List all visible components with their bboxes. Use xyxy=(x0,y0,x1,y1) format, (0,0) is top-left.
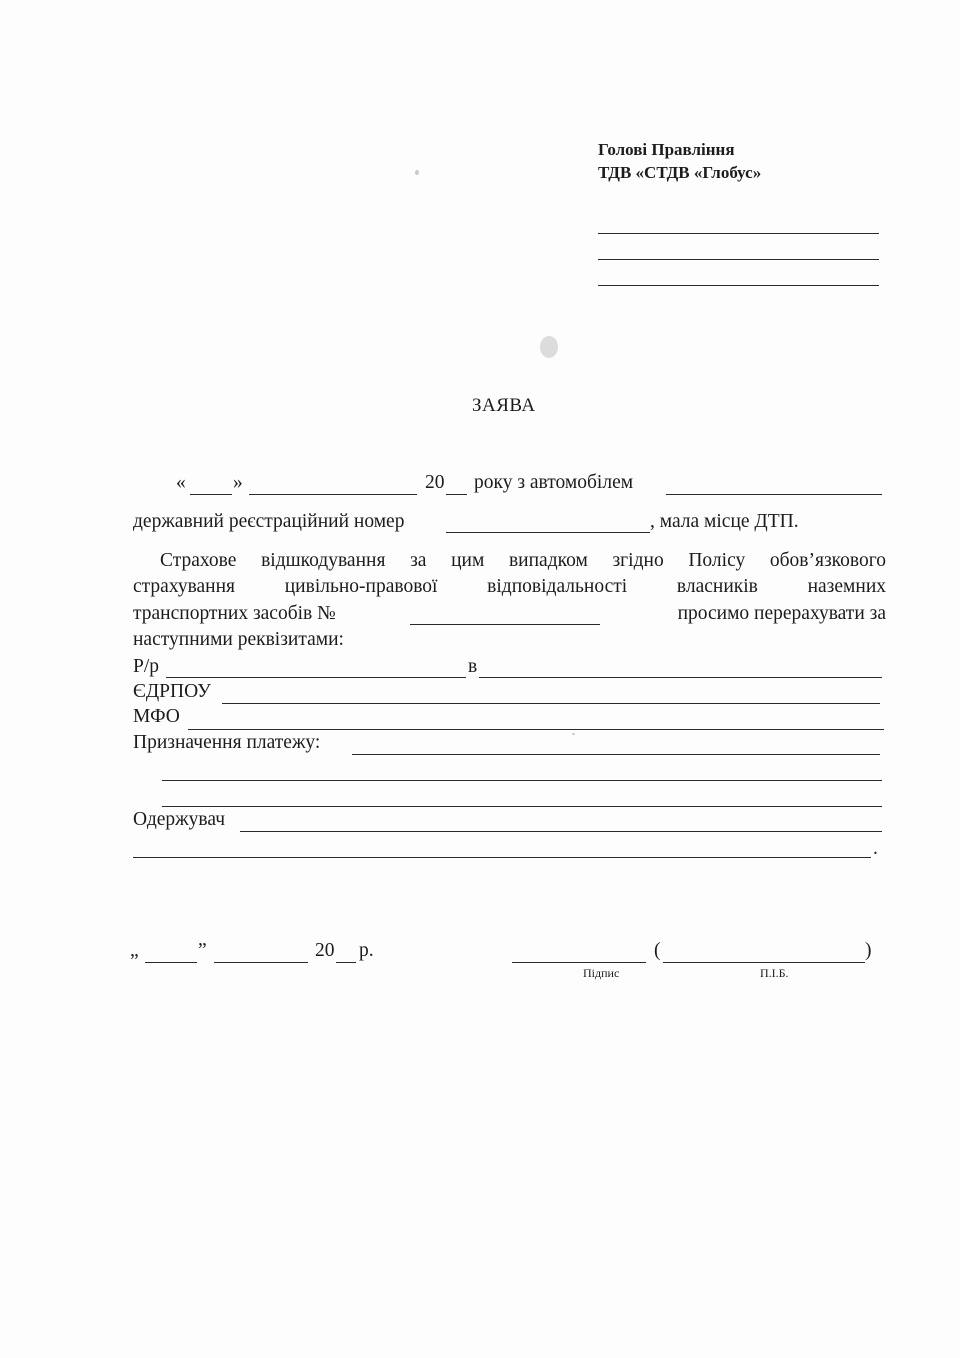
year-field[interactable] xyxy=(446,494,467,495)
edrpou-field[interactable] xyxy=(222,703,880,704)
account-field[interactable] xyxy=(166,677,466,678)
edrpou-label: ЄДРПОУ xyxy=(133,681,211,702)
footer-day-field[interactable] xyxy=(145,962,197,963)
year-suffix: року з автомобілем xyxy=(474,472,634,493)
scan-speck xyxy=(572,733,575,735)
purpose-field-1[interactable] xyxy=(352,754,880,755)
full-name-field[interactable] xyxy=(663,962,865,963)
mfo-label: МФО xyxy=(133,706,180,727)
recipient-label: Одержувач xyxy=(133,809,226,830)
month-field[interactable] xyxy=(249,494,417,495)
vehicle-field[interactable] xyxy=(666,494,882,495)
accident-text: , мала місце ДТП. xyxy=(650,511,799,532)
recipient-field-1[interactable] xyxy=(240,831,882,832)
account-label: Р/р xyxy=(133,656,160,677)
recipient-field-2[interactable] xyxy=(133,857,871,858)
signature-field[interactable] xyxy=(512,962,646,963)
footer-year-field[interactable] xyxy=(336,962,356,963)
footer-year-suffix: р. xyxy=(359,940,374,961)
day-field[interactable] xyxy=(190,494,232,495)
footer-month-field[interactable] xyxy=(214,962,308,963)
paragraph-line-3-left: транспортних засобів № xyxy=(133,603,336,624)
scan-speck xyxy=(540,336,558,358)
name-caption: П.І.Б. xyxy=(760,966,789,980)
date-open-quote: « xyxy=(176,472,186,493)
paren-open: ( xyxy=(654,940,661,961)
purpose-label: Призначення платежу: xyxy=(133,732,321,753)
paragraph-line-1: Страхове відшкодування за цим випадком згідно Полісу обов’язкового xyxy=(160,550,886,571)
paragraph-line-3-right: просимо перерахувати за xyxy=(677,603,886,624)
reg-number-label: державний реєстраційний номер xyxy=(133,511,405,532)
sender-line-3[interactable] xyxy=(598,285,879,286)
bank-field[interactable] xyxy=(479,677,882,678)
sender-line-2[interactable] xyxy=(598,259,879,260)
addressee-line-1: Голові Правління xyxy=(598,140,735,159)
document-title: ЗАЯВА xyxy=(472,395,536,416)
addressee-line-2: ТДВ «СТДВ «Глобус» xyxy=(598,163,762,182)
scan-speck xyxy=(415,170,419,175)
paragraph-line-2: страхування цивільно-правової відповідальності власників наземних xyxy=(133,576,886,597)
policy-number-field[interactable] xyxy=(410,624,600,625)
sender-line-1[interactable] xyxy=(598,233,879,234)
footer-date-close-quote: ” xyxy=(198,940,207,961)
footer-year-prefix: 20 xyxy=(315,940,335,961)
mfo-field[interactable] xyxy=(188,729,884,730)
purpose-field-3[interactable] xyxy=(162,806,882,807)
paragraph-line-4: наступними реквізитами: xyxy=(133,629,344,650)
signature-caption: Підпис xyxy=(583,966,620,980)
date-close-quote: » xyxy=(233,472,243,493)
end-period: . xyxy=(873,838,878,859)
purpose-field-2[interactable] xyxy=(162,780,882,781)
reg-number-field[interactable] xyxy=(446,532,650,533)
footer-date-open-quote: „ xyxy=(130,940,139,961)
bank-label: в xyxy=(468,656,478,677)
year-prefix: 20 xyxy=(425,472,445,493)
paren-close: ) xyxy=(865,940,872,961)
